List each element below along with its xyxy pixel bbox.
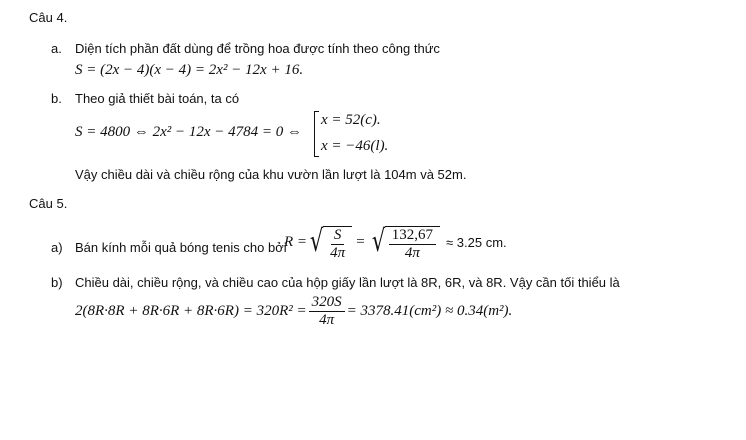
question-4-heading: Câu 4.: [29, 10, 68, 25]
fraction-denominator: 4π: [404, 245, 420, 261]
radius-label: R =: [284, 233, 308, 250]
bracket-top-tick: [314, 111, 319, 112]
sqrt-2: [369, 222, 440, 262]
q4-part-a-text: Diện tích phần đất dùng để trồng hoa được tính theo công thức: [75, 41, 440, 56]
bracket-bottom-tick: [314, 156, 319, 157]
fraction-numerator: S: [331, 227, 345, 245]
q4-conclusion: Vậy chiều dài và chiều rộng của khu vườn lần lượt là 104m và 52m.: [75, 167, 467, 182]
q5-part-b-text: Chiều dài, chiều rộng, và chiều cao của hộp giấy lần lượt là 8R, 6R, và 8R. Vậy cần tối thiểu là: [75, 275, 620, 290]
formula-left: 2(8R·8R + 8R·6R + 8R·6R) = 320R² =: [75, 303, 307, 319]
q4-part-b-marker: b.: [51, 91, 62, 106]
fraction-numerator: 132,67: [389, 227, 436, 245]
q4-solution-1: x = 52(c).: [321, 112, 381, 128]
fraction-denominator: 4π: [319, 312, 335, 328]
q5-radius-formula: [284, 222, 507, 262]
q4-equation: S = 4800 ⇔ 2x² − 12x − 4784 = 0 ⇔: [75, 124, 303, 140]
q5-surface-formula: [75, 294, 512, 329]
q5-part-a-marker: a): [51, 240, 63, 255]
q4-part-b-text: Theo giả thiết bài toán, ta có: [75, 91, 240, 106]
radius-result: ≈ 3.25 cm.: [446, 234, 507, 250]
solution-bracket: [314, 111, 315, 157]
equals-sign: =: [356, 233, 365, 250]
q4-solution-2: x = −46(l).: [321, 138, 389, 154]
radical-sign-icon: √: [309, 224, 324, 259]
formula-right: = 3378.41(cm²) ≈ 0.34(m²).: [346, 303, 513, 319]
sqrt-1: [307, 222, 352, 262]
fraction-numerator: 320S: [309, 294, 345, 312]
q4-area-formula: S = (2x − 4)(x − 4) = 2x² − 12x + 16.: [75, 62, 304, 78]
q5-part-a-text: Bán kính mỗi quả bóng tenis cho bởi: [75, 240, 287, 255]
question-5-heading: Câu 5.: [29, 196, 68, 211]
q5-part-b-marker: b): [51, 275, 63, 290]
q4-part-a-marker: a.: [51, 41, 62, 56]
fraction-denominator: 4π: [330, 245, 346, 261]
radical-sign-icon: √: [371, 224, 385, 259]
